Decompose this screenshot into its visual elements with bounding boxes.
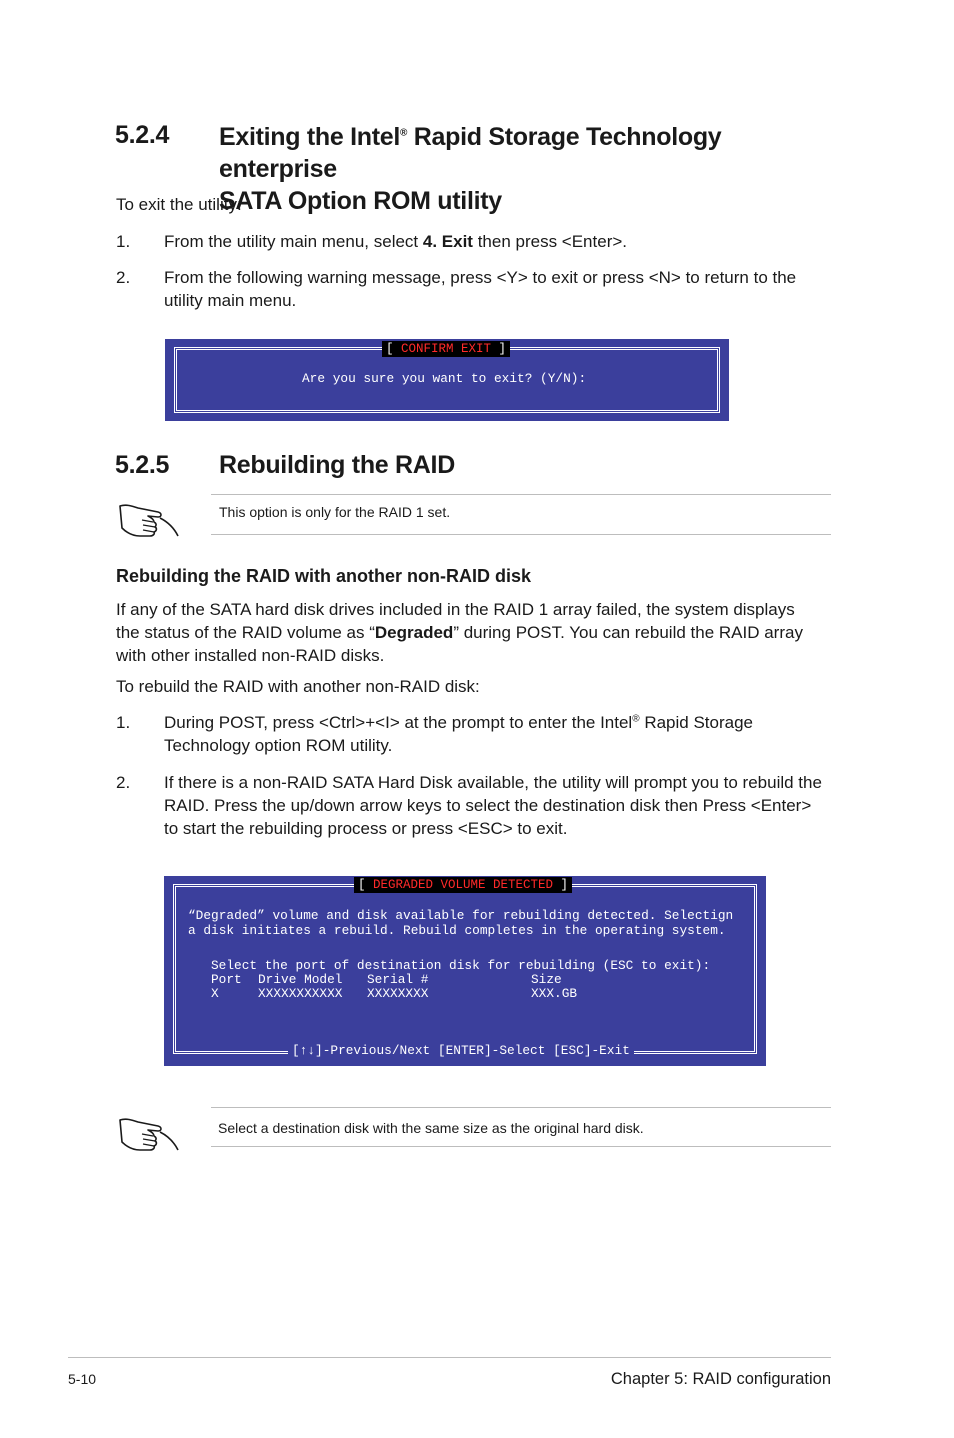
section-title-part: Rapid Storage Technology enterprise [219, 123, 722, 183]
section-title-part: Exiting the Intel [219, 123, 401, 151]
step-text-part: to start the rebuilding process or press <ESC> to exit. [164, 819, 568, 838]
step-text [164, 711, 836, 757]
step-number: 1. [116, 232, 131, 251]
degraded-message-line: “Degraded” volume and disk available for rebuilding detected. Selectign [188, 908, 734, 923]
step-text [164, 771, 836, 840]
column-size: Size [531, 972, 562, 987]
bracket: ] [491, 342, 507, 356]
degraded-term: Degraded [374, 623, 454, 642]
bios-degraded-volume-screen [164, 876, 766, 1066]
paragraph [116, 598, 836, 667]
section-number: 5.2.5 [115, 451, 170, 479]
column-serial: Serial # [367, 972, 429, 987]
bracket: ] [553, 878, 569, 892]
step-text-part: From the following warning message, press <Y> to exit or press <N> to return to the [164, 268, 797, 287]
page-number: 5-10 [68, 1371, 97, 1387]
note-rule-top [211, 1107, 831, 1108]
bios-confirm-exit-screen [165, 339, 729, 421]
section-number: 5.2.4 [115, 121, 170, 149]
step-text-part: RAID. Press the up/down arrow keys to select the destination disk then Press <Enter> [164, 796, 812, 815]
step-text-part: Technology option ROM utility. [164, 736, 393, 755]
key-legend: [↑↓]-Previous/Next [ENTER]-Select [ESC]-Exit [288, 1044, 634, 1058]
bios-dialog-title [382, 341, 510, 357]
disk-row-size[interactable]: XXX.GB [531, 986, 578, 1001]
column-port: Port [211, 972, 242, 987]
note-rule-top [211, 494, 831, 495]
step-text [164, 266, 836, 312]
disk-row-model[interactable]: XXXXXXXXXXX [258, 986, 343, 1001]
step-text-part: If there is a non-RAID SATA Hard Disk available, the utility will prompt you to rebuild the [164, 773, 822, 792]
bios-dialog-title [354, 877, 572, 893]
step-text-part: From the utility main menu, select [164, 232, 423, 251]
exit-prompt: Are you sure you want to exit? (Y/N): [302, 371, 587, 386]
note-text: Select a destination disk with the same size as the original hard disk. [218, 1120, 644, 1136]
disk-row-port[interactable]: X [211, 986, 219, 1001]
registered-mark: ® [632, 713, 640, 725]
section-title [219, 121, 839, 217]
step-number: 1. [116, 713, 131, 732]
step-text-part: utility main menu. [164, 291, 297, 310]
paragraph: To rebuild the RAID with another non-RAID disk: [116, 677, 480, 696]
paragraph-line-part: the status of the RAID volume as “ [116, 623, 375, 642]
bracket: [ [358, 878, 374, 892]
step-number: 2. [116, 773, 131, 792]
note-text: This option is only for the RAID 1 set. [219, 504, 451, 520]
note-rule-bottom [211, 534, 831, 535]
section-title-part: SATA Option ROM utility [219, 187, 502, 215]
paragraph-line: with other installed non-RAID disks. [116, 646, 385, 665]
subheading: Rebuilding the RAID with another non-RAID disk [116, 566, 531, 586]
step-number: 2. [116, 268, 131, 287]
step-text-part: then press <Enter>. [472, 232, 628, 251]
paragraph-line: If any of the SATA hard disk drives included in the RAID 1 array failed, the system displays [116, 600, 795, 619]
dialog-title-text: DEGRADED VOLUME DETECTED [373, 878, 554, 892]
menu-option: 4. Exit [422, 232, 473, 251]
step-text [164, 230, 836, 253]
chapter-label: Chapter 5: RAID configuration [610, 1370, 831, 1388]
step-text-part: Rapid Storage [639, 713, 753, 732]
select-port-prompt: Select the port of destination disk for rebuilding (ESC to exit): [211, 958, 711, 973]
degraded-message-line: a disk initiates a rebuild. Rebuild completes in the operating system. [188, 923, 726, 938]
note-rule-bottom [211, 1146, 831, 1147]
bracket: [ [386, 342, 402, 356]
disk-table-header [211, 973, 242, 987]
footer-rule [68, 1357, 831, 1358]
paragraph: To exit the utility: [116, 195, 242, 214]
section-title: Rebuilding the RAID [219, 451, 455, 479]
dialog-title-text: CONFIRM EXIT [401, 342, 492, 356]
hand-pointer-icon [118, 1110, 180, 1157]
column-drive-model: Drive Model [258, 972, 343, 987]
step-text-part: During POST, press <Ctrl>+<I> at the prompt to enter the Intel [164, 713, 633, 732]
registered-mark: ® [400, 127, 408, 139]
paragraph-line-part: ” during POST. You can rebuild the RAID array [453, 623, 803, 642]
disk-row-serial[interactable]: XXXXXXXX [367, 986, 429, 1001]
hand-pointer-icon [118, 496, 180, 543]
